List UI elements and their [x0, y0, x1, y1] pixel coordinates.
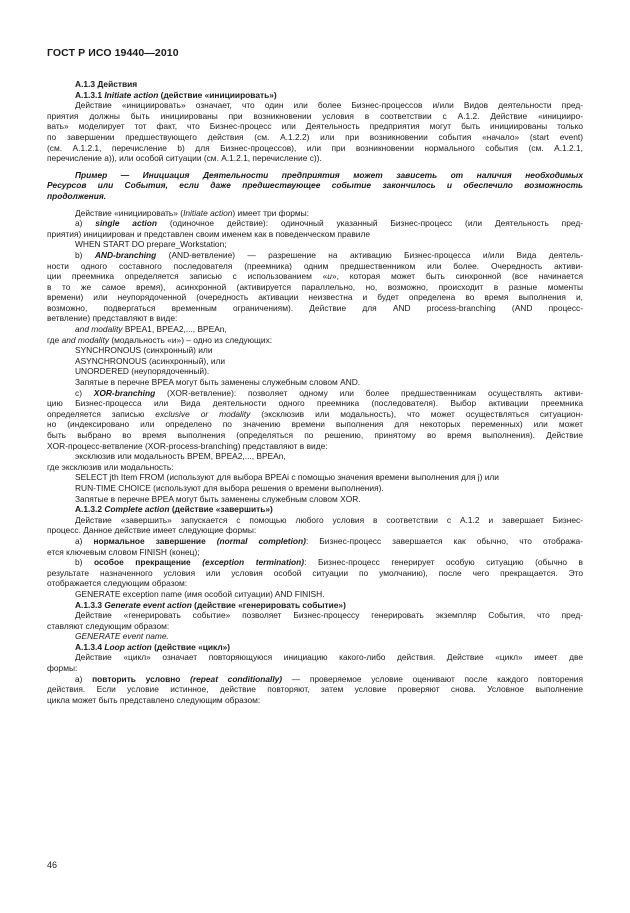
- text-line: приятия) инициирован и представлен своим именем как в поведенческом правиле: [47, 228, 371, 239]
- text-line: с) XOR-branching (XOR-ветвление): позволяет одному или более предшественникам осуществлять активи-: [75, 387, 583, 398]
- text-line: Действие «завершить» запускается с помощью любого условия в соответствии с А.1.2 и завершает Бизнес-: [75, 514, 583, 525]
- text-line: отображается следующим образом:: [47, 578, 188, 589]
- text-line: ности одного составного последователя (преемника) одним предшественником или более. Очередность активи-: [47, 260, 583, 271]
- text-line: возможно, подвергаться временным ограничениям). Действие для AND process-branching (AND процесс-: [47, 302, 583, 313]
- text-line: продолжения.: [47, 190, 107, 201]
- text-line: а) single action (одиночное действие): одиночный указанный Бизнес-процесс (или Деятельность пред-: [75, 218, 583, 229]
- text-line: вать» моделирует тот факт, что Бизнес-процесс или Деятельность предприятия могут быть инициированы только: [47, 121, 583, 132]
- text-line: A.1.3.3 Generate event action (действие «генерировать событие»): [75, 599, 346, 610]
- text-line: Запятые в перечне BPEA могут быть заменены служебным словом XOR.: [75, 493, 361, 504]
- text-line: Действие «инициировать» означает, что один или более Бизнес-процессов и/или Видов деятельности пред-: [75, 100, 583, 111]
- text-line: цию Бизнес-процесса или Вида деятельности одного преемника (последователя). Выбор активации преемника: [47, 398, 583, 409]
- text-line: а) нормальное завершение (normal completion): Бизнес-процесс завершается как обычно, что отобража-: [75, 535, 584, 546]
- text-line: GENERATE event name.: [75, 631, 169, 642]
- text-line: определяется записью exclusive or modality (эксклюзив или модальность), что может осуществляться ситуацион-: [47, 408, 583, 419]
- text-line: Действие «инициировать» (Initiate action) имеет три формы:: [75, 207, 309, 218]
- text-line: A.1.3.4 Loop action (действие «цикл»): [75, 641, 231, 652]
- text-line: Ресурсов или События, если даже предшествующее событие закончилось и обеспечило возможность: [47, 180, 583, 191]
- text-line: Пример — Инициация Деятельности предприятия может зависеть от наличия необходимых: [75, 169, 583, 180]
- text-line: A.1.3.1 Initiate action (действие «инициировать»): [75, 89, 277, 100]
- document-header: ГОСТ Р ИСО 19440—2010: [47, 47, 179, 59]
- text-line: b) AND-branching (AND-ветвление) — разрешение на активацию Бизнес-процесса и/или Вида деятель-: [75, 249, 583, 260]
- text-line: эксклюзив или модальность BPEM, BPEA2,..., BPEAn,: [75, 451, 286, 462]
- text-line: результате назначенного условия или условия особой ситуации по умолчанию), после чего прекращается. Это: [47, 567, 583, 578]
- text-line: XOR-процесс-ветвление (XOR-process-branching) представляют в виде:: [47, 440, 328, 451]
- text-line: WHEN START DO prepare_Workstation;: [75, 239, 227, 250]
- text-line: SELECT jth Item FROM (используют для выбора BPEAi с помощью значения времени выполнения для j) или: [75, 472, 499, 483]
- text-line: GENERATE exception name (имя особой ситуации) AND FINISH.: [75, 588, 325, 599]
- text-line: Запятые в перечне BPEA могут быть заменены служебным словом AND.: [75, 377, 361, 388]
- text-line: перечисление а)), или особой ситуации (см. А.1.2.1, перечисление с)).: [47, 153, 322, 164]
- text-line: ставляют следующим образом:: [47, 620, 170, 631]
- text-line: процесс. Данное действие имеет следующие формы:: [47, 525, 257, 536]
- text-line: а) повторить условно (repeat conditionally) — проверяемое условие оценивают после каждого повторения: [75, 673, 583, 684]
- text-line: ется ключевым словом FINISH (конец);: [47, 546, 200, 557]
- text-line: A.1.3.2 Complete action (действие «завершить»): [75, 504, 273, 515]
- text-line: где эксклюзив или модальность:: [47, 461, 174, 472]
- text-line: ции преемника определяется записью с использованием «и», которая может быть синхронной (все начинается: [47, 271, 583, 282]
- text-line: где and modality (модальность «и») – одно из следующих:: [47, 334, 273, 345]
- text-line: ASYNCHRONOUS (асинхронный), или: [75, 355, 226, 366]
- text-line: в то же самое время), асинхронной (активируется параллельно, но, возможно, происходит в разные моменты: [47, 281, 583, 292]
- text-line: Действие «цикл» означает повторяющуюся инициацию какого-либо действия. Действие «цикл» имеет две: [75, 652, 583, 663]
- text-line: приятия должны быть инициированы при возникновении условия в соответствии с А.1.2. Действие «иницииро-: [47, 110, 583, 121]
- text-line: но (индексировано или определено по значению времени выполнения для некоторых переменных) или может: [47, 419, 583, 430]
- text-line: (см. А.1.2.1, перечисление b) для Бизнес-процессов), или при возникновении нормального события (см. А.1.2.1,: [47, 142, 583, 153]
- text-line: SYNCHRONOUS (синхронный) или: [75, 345, 213, 356]
- text-line: по завершении предшествующего действия (см. А.1.2.2) или при возникновении события «начало» (start event): [47, 131, 583, 142]
- text-line: формы:: [47, 663, 78, 674]
- page-number: 46: [47, 860, 58, 870]
- text-line: цикла может быть представлено следующим образом:: [47, 694, 261, 705]
- text-line: Действие «генерировать событие» позволяет Бизнес-процессу генерировать экземпляр События, что пред-: [75, 610, 583, 621]
- document-body: [47, 79, 583, 705]
- text-line: RUN-TIME CHOICE (используют для выбора решения о времени выполнения).: [75, 482, 384, 493]
- text-line: b) особое прекращение (exception termination): Бизнес-процесс генерирует особую ситуацию (обычно в: [75, 557, 583, 568]
- text-line: A.1.3 Действия: [75, 79, 138, 89]
- text-line: быть выбрано во время выполнения (определяться по решению, принятому во время выполнения). Действие: [47, 430, 583, 440]
- text-line: UNORDERED (неупорядоченный).: [75, 366, 210, 377]
- text-line: времени) или неупорядоченной (очередность активации неизвестна и будет определена во время выполнения и,: [47, 292, 583, 303]
- text-line: ветвление) представляют в виде:: [47, 313, 178, 324]
- text-line: действия. Если условие истинное, действие повторяют, затем условие проверяют снова. Условное выполнение: [47, 684, 583, 695]
- text-line: and modality BPEA1, BPEA2,..., BPEAn,: [75, 324, 227, 335]
